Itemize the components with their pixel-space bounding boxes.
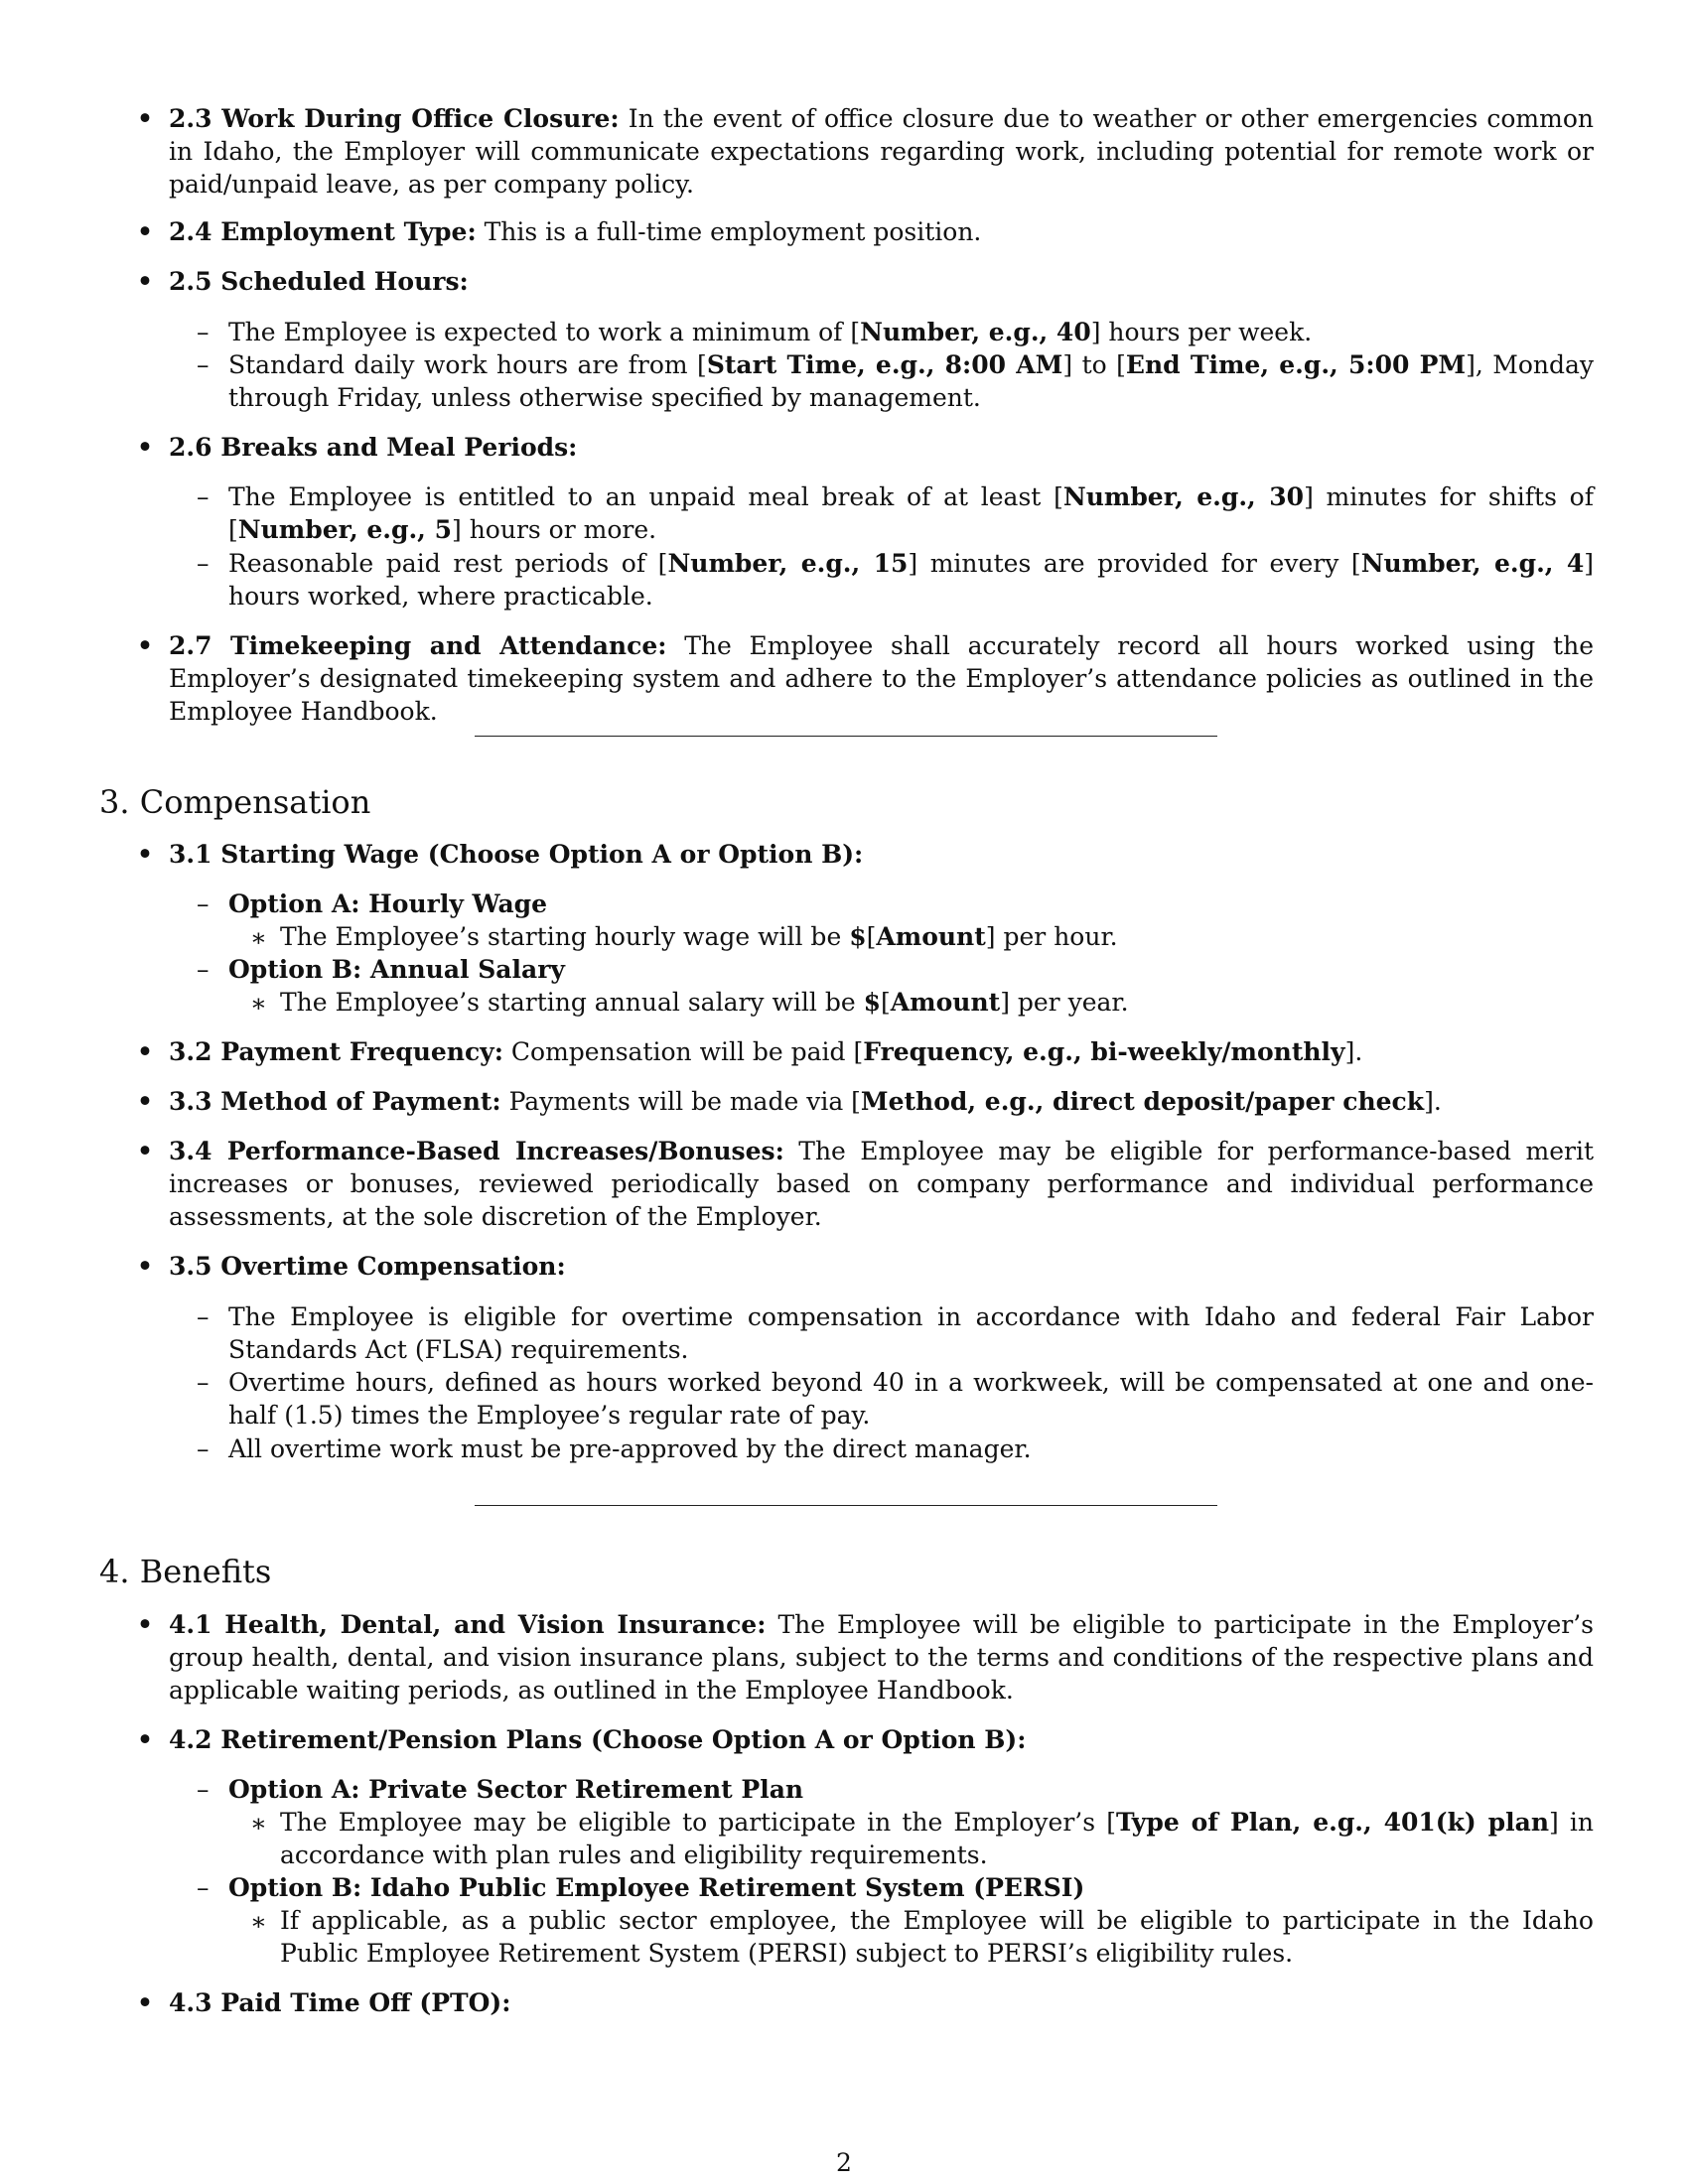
placeholder-field: Number, e.g., 4 bbox=[1360, 549, 1585, 578]
placeholder-field: End Time, e.g., 5:00 PM bbox=[1125, 350, 1467, 379]
placeholder-field: Type of Plan, e.g., 401(k) plan bbox=[1115, 1808, 1550, 1837]
bullet-icon: • bbox=[137, 1725, 153, 1754]
placeholder-field: Number, e.g., 15 bbox=[667, 549, 909, 578]
text: ] minutes for shifts of [ bbox=[228, 482, 1594, 544]
bullet-icon: • bbox=[137, 1988, 153, 2017]
placeholder-field: Amount bbox=[876, 922, 986, 951]
paragraph-text: In the event of office closure due to weather or other emergencies common in Idaho, the Employer will communicate expectations regarding work, including potential for remote work or paid/unpaid leave, as per company policy. bbox=[169, 104, 1594, 199]
list-item bbox=[0, 920, 1688, 953]
text: The Employee’s starting hourly wage will be bbox=[280, 922, 850, 951]
asterisk-icon: ∗ bbox=[250, 1809, 267, 1838]
option-b bbox=[0, 1871, 1688, 1904]
text: The Employee’s starting annual salary will be bbox=[280, 988, 864, 1017]
paragraph-text: The Employee shall accurately record all hours worked using the Employer’s designated timekeeping system and adhere to the Employer’s attendance policies as outlined in the Employee Handbook. bbox=[169, 631, 1594, 726]
section-heading: 2.4 Employment Type: bbox=[169, 217, 477, 246]
section-heading: 2.5 Scheduled Hours: bbox=[169, 267, 469, 296]
section-heading: 2.7 Timekeeping and Attendance: bbox=[169, 631, 667, 660]
section-title: 3. Compensation bbox=[99, 783, 371, 821]
list-item bbox=[0, 986, 1688, 1019]
option-label: Option B: Idaho Public Employee Retirement System (PERSI) bbox=[228, 1873, 1085, 1902]
bullet-icon: • bbox=[137, 267, 153, 296]
text: Payments will be made via [ bbox=[508, 1087, 861, 1116]
section-3-4 bbox=[0, 1135, 1688, 1233]
dash-icon: – bbox=[197, 482, 210, 511]
text: All overtime work must be pre-approved by the direct manager. bbox=[228, 1434, 1032, 1463]
text: ] hours worked, where practicable. bbox=[228, 549, 1595, 611]
option-label: Option B: Annual Salary bbox=[228, 955, 565, 984]
bullet-icon: • bbox=[137, 104, 153, 133]
currency-symbol: $ bbox=[863, 988, 881, 1017]
paragraph-text: The Employee may be eligible for performance-based merit increases or bonuses, reviewed periodically based on company performance and individual performance assessments, at the sole discretion of the Employer. bbox=[169, 1137, 1594, 1231]
dash-icon: – bbox=[197, 1873, 210, 1902]
section-title: 4. Benefits bbox=[99, 1553, 272, 1590]
placeholder-field: Amount bbox=[890, 988, 1001, 1017]
section-2-4 bbox=[0, 215, 1688, 248]
option-label: Option A: Hourly Wage bbox=[228, 889, 548, 918]
placeholder-field: Number, e.g., 5 bbox=[237, 515, 452, 544]
option-a bbox=[0, 1773, 1688, 1806]
currency-symbol: $ bbox=[849, 922, 867, 951]
section-heading: 4.1 Health, Dental, and Vision Insurance: bbox=[169, 1610, 767, 1639]
placeholder-field: Number, e.g., 30 bbox=[1062, 482, 1305, 511]
dash-icon: – bbox=[197, 549, 210, 578]
section-3-5 bbox=[0, 1250, 1688, 1283]
section-4-2 bbox=[0, 1723, 1688, 1756]
section-3-1 bbox=[0, 838, 1688, 871]
list-item bbox=[0, 1366, 1688, 1432]
text: The Employee is expected to work a minimum of [ bbox=[228, 318, 861, 346]
bullet-icon: • bbox=[137, 1610, 153, 1639]
text: The Employee is entitled to an unpaid meal break of at least [ bbox=[228, 482, 1063, 511]
placeholder-field: Method, e.g., direct deposit/paper check bbox=[860, 1087, 1425, 1116]
section-3-3 bbox=[0, 1085, 1688, 1118]
dash-icon: – bbox=[197, 350, 210, 379]
list-item bbox=[0, 348, 1688, 414]
dash-icon: – bbox=[197, 1302, 210, 1331]
paragraph-text: The Employee will be eligible to participate in the Employer’s group health, dental, and vision insurance plans, subject to the terms and conditions of the respective plans and applicable waiting periods, as outlined in the Employee Handbook. bbox=[169, 1610, 1594, 1705]
text: ], Monday through Friday, unless otherwise specified by management. bbox=[228, 350, 1595, 412]
placeholder-field: Number, e.g., 40 bbox=[860, 318, 1091, 346]
section-heading: 4.2 Retirement/Pension Plans (Choose Option A or Option B): bbox=[169, 1725, 1027, 1754]
list-item bbox=[0, 1806, 1688, 1871]
placeholder-field: Frequency, e.g., bi-weekly/monthly bbox=[863, 1037, 1345, 1066]
text: [ bbox=[880, 988, 891, 1017]
text: ] hours or more. bbox=[452, 515, 657, 544]
asterisk-icon: ∗ bbox=[250, 923, 267, 952]
text: ] in accordance with plan rules and eligibility requirements. bbox=[280, 1808, 1595, 1869]
list-item bbox=[0, 480, 1688, 546]
option-a bbox=[0, 887, 1688, 920]
section-heading: 4.3 Paid Time Off (PTO): bbox=[169, 1988, 511, 2017]
section-2-3 bbox=[0, 102, 1688, 201]
text: Compensation will be paid [ bbox=[510, 1037, 864, 1066]
text: ]. bbox=[1344, 1037, 1363, 1066]
text: ] per year. bbox=[1000, 988, 1129, 1017]
section-heading: 2.6 Breaks and Meal Periods: bbox=[169, 433, 578, 462]
section-heading: 3.4 Performance-Based Increases/Bonuses: bbox=[169, 1137, 784, 1165]
text: If applicable, as a public sector employee, the Employee will be eligible to participate in the Idaho Public Employee Retirement System (PERSI) subject to PERSI’s eligibility rules. bbox=[280, 1906, 1594, 1968]
asterisk-icon: ∗ bbox=[250, 989, 267, 1018]
section-heading: 2.3 Work During Office Closure: bbox=[169, 104, 620, 133]
text: ] per hour. bbox=[985, 922, 1118, 951]
list-item bbox=[0, 1904, 1688, 1970]
asterisk-icon: ∗ bbox=[250, 1907, 267, 1936]
text: ] to [ bbox=[1062, 350, 1126, 379]
bullet-icon: • bbox=[137, 1137, 153, 1165]
bullet-icon: • bbox=[137, 1252, 153, 1281]
page-number: 2 bbox=[836, 2148, 852, 2177]
list-item bbox=[0, 547, 1688, 613]
section-3-2 bbox=[0, 1035, 1688, 1068]
section-4-1 bbox=[0, 1608, 1688, 1706]
text: The Employee may be eligible to participate in the Employer’s [ bbox=[280, 1808, 1116, 1837]
bullet-icon: • bbox=[137, 840, 153, 869]
text: [ bbox=[866, 922, 877, 951]
section-heading: 3.2 Payment Frequency: bbox=[169, 1037, 503, 1066]
list-item bbox=[0, 1300, 1688, 1366]
section-2-6 bbox=[0, 431, 1688, 464]
dash-icon: – bbox=[197, 1434, 210, 1463]
dash-icon: – bbox=[197, 1775, 210, 1804]
text: ] minutes are provided for every [ bbox=[908, 549, 1361, 578]
section-divider bbox=[475, 1505, 1217, 1506]
bullet-icon: • bbox=[137, 1037, 153, 1066]
section-heading: 3.1 Starting Wage (Choose Option A or Option B): bbox=[169, 840, 864, 869]
bullet-icon: • bbox=[137, 1087, 153, 1116]
dash-icon: – bbox=[197, 889, 210, 918]
text: The Employee is eligible for overtime compensation in accordance with Idaho and federal Fair Labor Standards Act (FLSA) requirements. bbox=[228, 1302, 1594, 1364]
section-heading: 3.5 Overtime Compensation: bbox=[169, 1252, 566, 1281]
paragraph-text: This is a full-time employment position. bbox=[484, 217, 982, 246]
section-2-7 bbox=[0, 629, 1688, 728]
bullet-icon: • bbox=[137, 433, 153, 462]
bullet-icon: • bbox=[137, 217, 153, 246]
text: Overtime hours, defined as hours worked beyond 40 in a workweek, will be compensated at one and one-half (1.5) times the Employee’s regular rate of pay. bbox=[228, 1368, 1594, 1430]
section-4-3 bbox=[0, 1986, 1688, 2019]
bullet-icon: • bbox=[137, 631, 153, 660]
section-divider bbox=[475, 736, 1217, 737]
dash-icon: – bbox=[197, 955, 210, 984]
list-item bbox=[0, 316, 1688, 348]
section-2-5 bbox=[0, 265, 1688, 298]
section-heading: 3.3 Method of Payment: bbox=[169, 1087, 501, 1116]
option-b bbox=[0, 953, 1688, 986]
list-item bbox=[0, 1433, 1688, 1465]
option-label: Option A: Private Sector Retirement Plan bbox=[228, 1775, 804, 1804]
text: ]. bbox=[1424, 1087, 1442, 1116]
placeholder-field: Start Time, e.g., 8:00 AM bbox=[706, 350, 1063, 379]
dash-icon: – bbox=[197, 318, 210, 346]
text: Standard daily work hours are from [ bbox=[228, 350, 707, 379]
text: Reasonable paid rest periods of [ bbox=[228, 549, 668, 578]
text: ] hours per week. bbox=[1090, 318, 1313, 346]
dash-icon: – bbox=[197, 1368, 210, 1397]
